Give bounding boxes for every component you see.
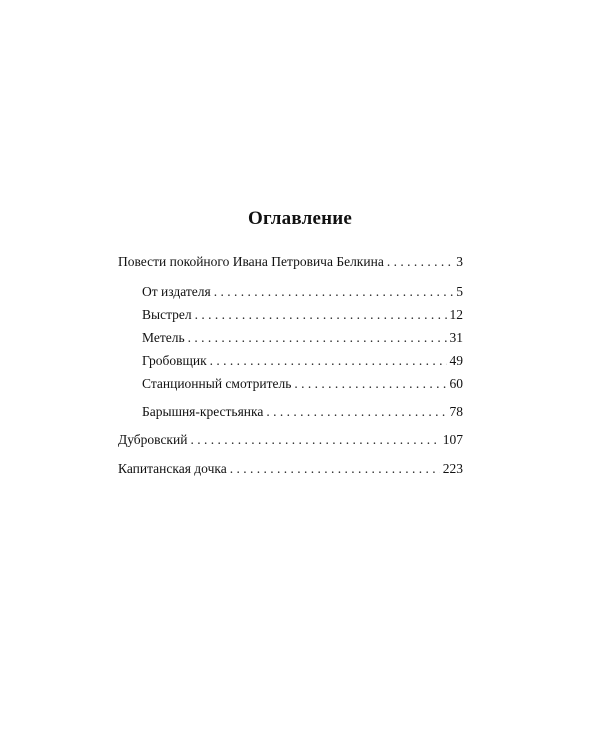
toc-entry-label: Капитанская дочка: [118, 461, 227, 476]
toc-dot-leader: [188, 329, 447, 347]
toc-entry-page: 3: [456, 254, 463, 269]
toc-entry-label: Барышня-крестьянка: [142, 404, 264, 419]
toc-entry-page: 12: [449, 307, 463, 322]
toc-entry-label: Станционный смотритель: [142, 376, 292, 391]
toc-entry: [142, 283, 463, 301]
toc-dot-leader: [294, 375, 446, 393]
toc-entry-label: От издателя: [142, 284, 211, 299]
toc-entry-page: 107: [442, 432, 463, 447]
toc-dot-leader: [230, 460, 440, 478]
toc-entry: [118, 253, 463, 271]
toc-entry: [142, 375, 463, 393]
toc-entry: [142, 329, 463, 347]
toc-entry: [118, 460, 463, 478]
toc-entry: [142, 306, 463, 324]
toc-dot-leader: [195, 306, 447, 324]
toc-dot-leader: [266, 403, 446, 421]
toc-entry-page: 223: [442, 461, 463, 476]
toc-dot-leader: [190, 431, 439, 449]
toc-entry-page: 78: [449, 404, 463, 419]
toc-entry-label: Повести покойного Ивана Петровича Белкина: [118, 254, 384, 269]
toc-dot-leader: [387, 253, 453, 271]
toc-entry-label: Гробовщик: [142, 353, 207, 368]
toc-entry-page: 60: [449, 376, 463, 391]
toc-entry: [142, 352, 463, 370]
toc-dot-leader: [210, 352, 447, 370]
toc-title: Оглавление: [247, 208, 353, 229]
toc-entry-label: Дубровский: [118, 432, 188, 447]
toc-entry-page: 31: [449, 330, 463, 345]
toc-entry-label: Метель: [142, 330, 185, 345]
toc-entry-page: 49: [449, 353, 463, 368]
toc-dot-leader: [214, 283, 454, 301]
toc-entry: [118, 431, 463, 449]
toc-entry-label: Выстрел: [142, 307, 192, 322]
toc-entry: [142, 403, 463, 421]
toc-entry-page: 5: [456, 284, 463, 299]
